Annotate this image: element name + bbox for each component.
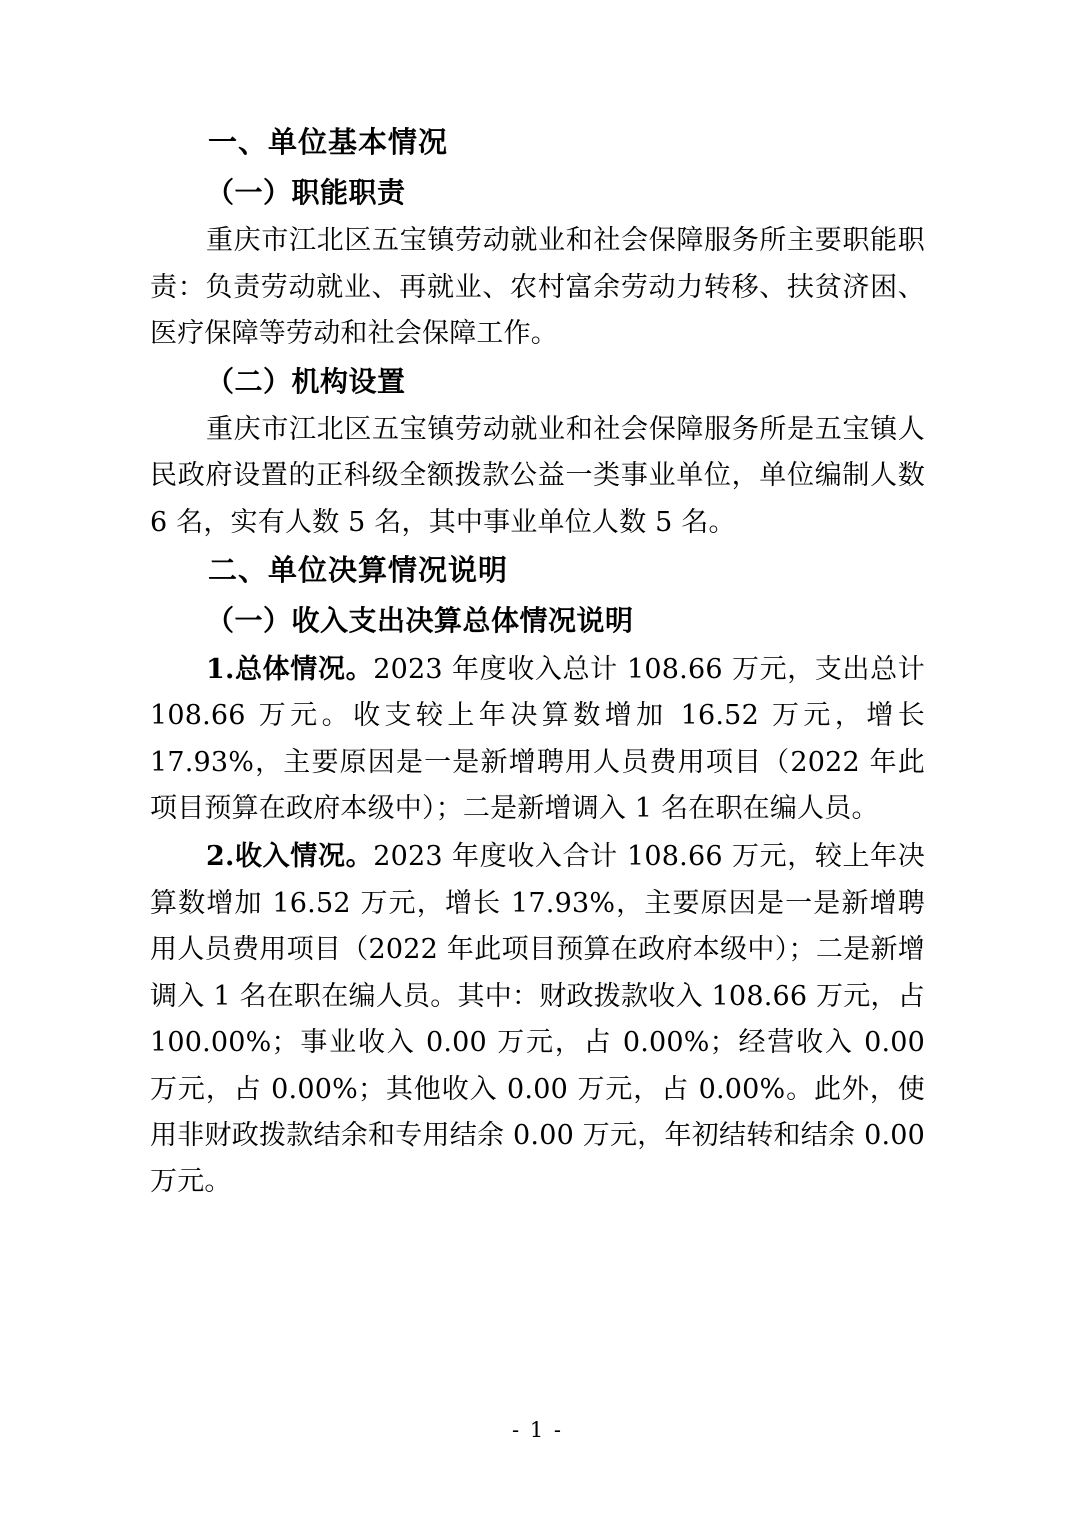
paragraph-duties: 重庆市江北区五宝镇劳动就业和社会保障服务所主要职能职责：负责劳动就业、再就业、农村富余劳动力转移、扶贫济困、医疗保障等劳动和社会保障工作。: [150, 225, 925, 350]
sub-heading-organization: （二）机构设置: [206, 364, 406, 398]
paragraph-income-situation-lead: 2.收入情况。: [206, 841, 374, 873]
sub-heading-duties: （一）职能职责: [206, 175, 406, 209]
section-heading-final-accounts: 二、单位决算情况说明: [208, 553, 509, 588]
paragraph-income-situation-text: 2023 年度收入合计 108.66 万元，较上年决算数增加 16.52 万元，增长 17.93%，主要原因是一是新增聘用人员费用项目（2022 年此项目预算在政府本级中）；二是新增调入 1 名在职在编人员。其中：财政拨款收入 108.66 万元，占 100.00%；事业收入 0.00 万元，占 0.00%；经营收入 0.00 万元，占 0.00%；其他收入 0.00 万元，占 0.00%。此外，使用非财政拨款结余和专用结余 0.00 万元，年初结转和结余 0.00 万元。: [150, 841, 925, 1198]
sub-heading-income-expense-overview: （一）收入支出决算总体情况说明: [206, 604, 634, 638]
paragraph-income-situation: [150, 834, 925, 1206]
document-body: [150, 120, 925, 1206]
paragraph-overall-situation-lead: 1.总体情况。: [206, 653, 374, 685]
paragraph-organization: 重庆市江北区五宝镇劳动就业和社会保障服务所是五宝镇人民政府设置的正科级全额拨款公益一类事业单位，单位编制人数 6 名，实有人数 5 名，其中事业单位人数 5 名。: [150, 414, 925, 538]
section-heading-unit-basic-info: 一、单位基本情况: [208, 125, 449, 159]
page-number: - 1 -: [512, 1418, 563, 1442]
paragraph-overall-situation-text: 2023 年度收入总计 108.66 万元，支出总计 108.66 万元。收支较上年决算数增加 16.52 万元，增长 17.93%，主要原因是一是新增聘用人员费用项目（2022 年此项目预算在政府本级中）；二是新增调入 1 名在职在编人员。: [150, 653, 925, 824]
paragraph-overall-situation: [150, 647, 925, 833]
